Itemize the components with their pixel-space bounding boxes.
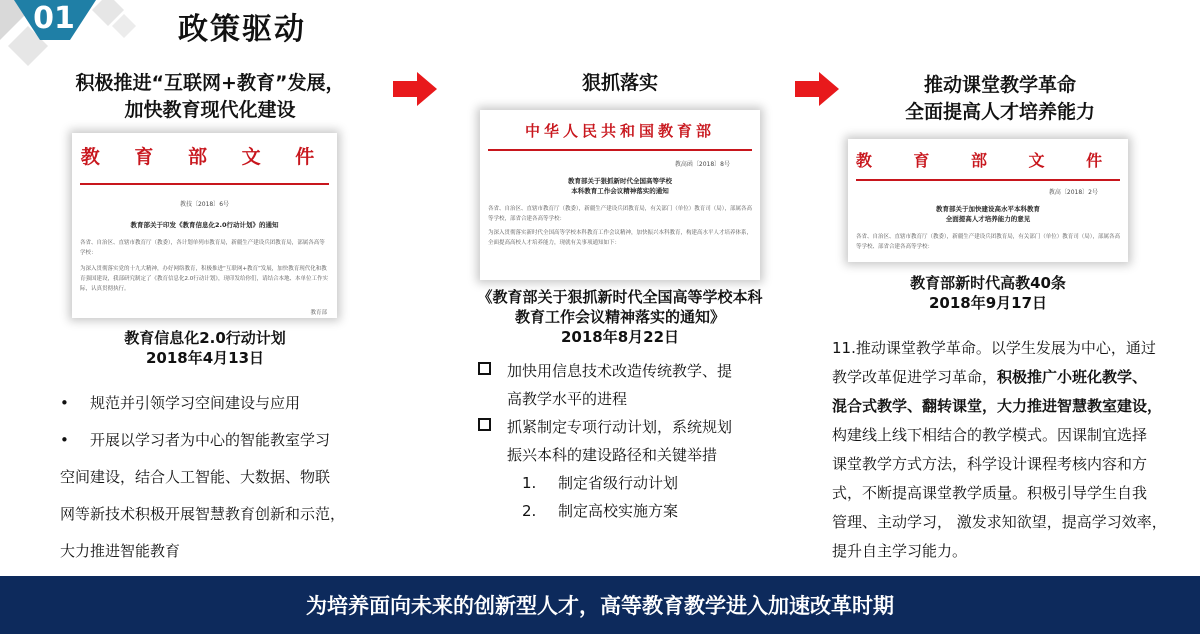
col2-document-image xyxy=(480,110,760,280)
square-bullet-icon xyxy=(478,362,491,375)
col1-title xyxy=(40,70,380,124)
caption-line: 教育工作会议精神落实的通知》 xyxy=(514,308,725,326)
doc-header: 教 育 部 文 件 xyxy=(855,151,1121,170)
caption-line: 教育部新时代高教40条 xyxy=(910,274,1066,292)
col3-title xyxy=(855,72,1145,126)
arrow-right-icon xyxy=(795,72,839,106)
col1-document-image xyxy=(72,133,337,318)
paragraph-line: 式，不断提高课堂教学质量。积极引导学生自我 xyxy=(832,484,1148,502)
col3-title-line2: 全面提高人才培养能力 xyxy=(904,101,1095,123)
list-item-continuation: 高教学水平的进程 xyxy=(507,390,628,408)
doc-number: 教高〔2018〕2号 xyxy=(1048,189,1098,196)
list-item-text: 加快用信息技术改造传统教学、提 xyxy=(507,362,733,380)
list-item-text: 抓紧制定专项行动计划，系统规划 xyxy=(507,418,733,436)
doc-subject-line: 本科教育工作会议精神落实的通知 xyxy=(571,187,669,195)
caption-line: 教育信息化2.0行动计划 xyxy=(124,329,286,347)
doc-subject-line: 教育部关于加快建设高水平本科教育 xyxy=(936,205,1040,213)
list-item-text: 开展以学习者为中心的智能教室学习 xyxy=(90,431,331,449)
doc-header: 教 育 部 文 件 xyxy=(80,146,329,168)
caption-date: 2018年9月17日 xyxy=(928,294,1048,312)
list-item xyxy=(478,413,778,441)
col2-title: 狠抓落实 xyxy=(581,72,658,94)
doc-divider xyxy=(856,179,1120,181)
doc-body: 为深入贯彻落实党的十九大精神，办好网络教育，积极推进“互联网+教育”发展，加快教育现代化和教育强国建设，我部研究制定了《教育信息化2.0行动计划》，现印发给你们，请结合本地、本单位工作实际，认真贯彻执行。 xyxy=(80,266,329,292)
doc-divider xyxy=(488,149,752,151)
col2-caption xyxy=(455,287,785,347)
doc-subject xyxy=(848,204,1128,224)
list-item-continuation: 空间建设，结合人工智能、大数据、物联 xyxy=(60,468,331,486)
paragraph-emphasis-line: 混合式教学、翻转课堂，大力推进智慧教室建设， xyxy=(832,397,1163,415)
caption-date: 2018年8月22日 xyxy=(560,328,680,346)
caption-line: 《教育部关于狠抓新时代全国高等学校本科 xyxy=(477,288,763,306)
page-title: 政策驱动 xyxy=(178,12,306,47)
doc-body: 各省、自治区、直辖市教育厅（教委），新疆生产建设兵团教育局，有关部门（单位）教育司（局），部属各高等学校、部省合建各高等学校： xyxy=(856,234,1121,250)
section-number: 01 xyxy=(33,1,75,36)
footer-text: 为培养面向未来的创新型人才，高等教育教学进入加速改革时期 xyxy=(306,593,894,618)
list-item-continuation: 网等新技术积极开展智慧教育创新和示范， xyxy=(60,505,346,523)
numbered-item xyxy=(478,469,778,497)
doc-body: 为深入贯彻落实新时代全国高等学校本科教育工作会议精神，加快振兴本科教育，构建高水平人才培养体系，全面提高高校人才培养能力，现就有关事项通知如下： xyxy=(488,230,753,246)
doc-number: 教技〔2018〕6号 xyxy=(179,201,230,208)
item-number: 1. xyxy=(522,474,537,492)
col1-title-line1: 积极推进“互联网+教育”发展， xyxy=(75,72,345,94)
col3-caption xyxy=(848,273,1128,313)
list-item: • 开展以学习者为中心的智能教室学习 xyxy=(60,431,331,449)
paragraph-line: 提升自主学习能力。 xyxy=(832,542,968,560)
doc-subject: 教育部关于印发《教育信息化2.0行动计划》的通知 xyxy=(130,221,279,229)
col3-document-image xyxy=(848,139,1128,262)
paragraph-line: 课堂教学方式方法，科学设计课程考核内容和方 xyxy=(832,455,1148,473)
paragraph-line xyxy=(832,363,1192,392)
doc-subject xyxy=(480,176,760,196)
paragraph-emphasis: 积极推广小班化教学、 xyxy=(997,368,1148,386)
doc-signature: 教育部 xyxy=(310,310,327,316)
doc-divider xyxy=(80,183,329,185)
col1-title-line2: 加快教育现代化建设 xyxy=(124,99,296,121)
paragraph-line: 11.推动课堂教学革命。以学生发展为中心，通过 xyxy=(832,339,1156,357)
list-item-continuation: 振兴本科的建设路径和关键举措 xyxy=(507,446,718,464)
numbered-item xyxy=(478,497,778,525)
caption-date: 2018年4月13日 xyxy=(145,349,265,367)
doc-body: 各省、自治区、直辖市教育厅（教委），新疆生产建设兵团教育局，有关部门（单位）教育司（局），部属各高等学校，部省合建各高等学校： xyxy=(488,206,753,222)
item-text: 制定高校实施方案 xyxy=(558,502,679,520)
doc-subject-line: 全面提高人才培养能力的意见 xyxy=(945,215,1031,223)
list-item xyxy=(478,357,778,385)
col1-caption xyxy=(60,328,350,368)
doc-header: 中华人民共和国教育部 xyxy=(524,122,715,140)
col3-title-line1: 推动课堂教学革命 xyxy=(923,74,1076,96)
list-item-continuation: 大力推进智能教育 xyxy=(60,542,181,560)
arrow-right-icon xyxy=(393,72,437,106)
square-bullet-icon xyxy=(478,418,491,431)
item-text: 制定省级行动计划 xyxy=(558,474,679,492)
col1-bullet-list xyxy=(60,385,390,570)
paragraph-line: 构建线上线下相结合的教学模式。因课制宜选择 xyxy=(832,426,1148,444)
list-item-text: 规范并引领学习空间建设与应用 xyxy=(90,394,301,412)
item-number: 2. xyxy=(522,502,537,520)
doc-subject-line: 教育部关于狠抓新时代全国高等学校 xyxy=(568,177,672,185)
doc-body: 各省、自治区、直辖市教育厅（教委），各计划单列市教育局，新疆生产建设兵团教育局，部属各高等学校： xyxy=(80,240,325,256)
paragraph-line: 管理、主动学习， 激发求知欲望，提高学习效率， xyxy=(832,513,1167,531)
col3-paragraph xyxy=(832,334,1192,566)
paragraph-text: 教学改革促进学习革命， xyxy=(832,368,998,386)
list-item: • 规范并引领学习空间建设与应用 xyxy=(60,394,301,412)
col2-action-list xyxy=(478,357,778,525)
doc-number: 教高函〔2018〕8号 xyxy=(674,161,730,168)
